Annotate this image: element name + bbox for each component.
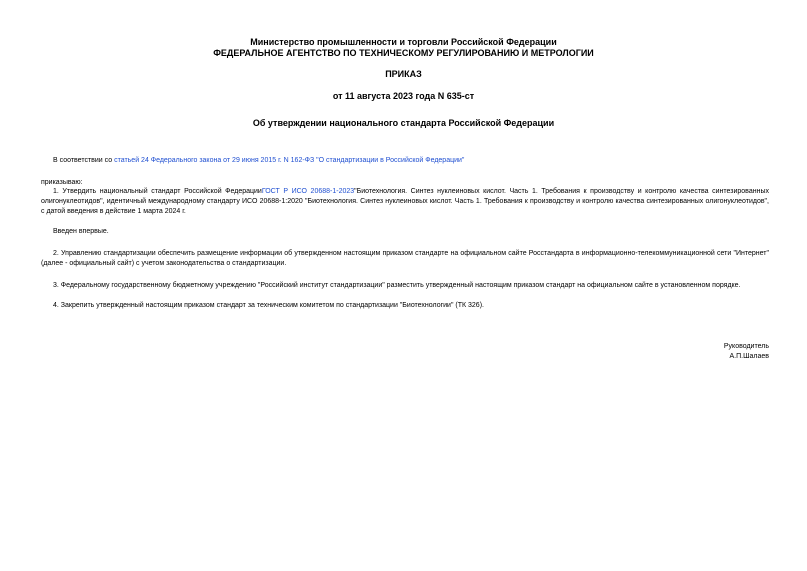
item-2-paragraph: 2. Управлению стандартизации обеспечить размещение информации об утвержденном настоящим приказом стандарте на официальном сайте Росстандарта в информационно-телекоммуникационной сети "Интернет" (далее - официальный сайт) с учетом законодательства о стандартизации. bbox=[41, 250, 769, 267]
gost-standard-link[interactable]: ГОСТ Р ИСО 20688-1-2023 bbox=[261, 188, 355, 195]
document-type: ПРИКАЗ bbox=[385, 69, 422, 79]
intro-paragraph bbox=[41, 156, 769, 166]
item-4-paragraph: 4. Закрепить утвержденный настоящим приказом стандарт за техническим комитетом по стандартизации "Биотехнологии" (ТК 326). bbox=[53, 302, 484, 309]
signature-title: Руководитель bbox=[723, 343, 769, 350]
intro-prefix: В соответствии со bbox=[53, 157, 115, 164]
signature-name: А.П.Шалаев bbox=[729, 353, 769, 360]
prikazyvayu-text: приказываю: bbox=[41, 179, 83, 186]
agency-name: ФЕДЕРАЛЬНОЕ АГЕНТСТВО ПО ТЕХНИЧЕСКОМУ РЕГУЛИРОВАНИЮ И МЕТРОЛОГИИ bbox=[213, 48, 594, 58]
item-1-suffix: "Биотехнология. Синтез нуклеиновых кислот. Часть 1. Требования к производству и контролю качества синтезированных олигонуклеотидов", идентичный международному стандарту ИСО 20688-1:2020 "Биотехнология. Синтез нуклеиновых кислот. Часть 1. Требования к производству и контролю качества синтезированных олигонуклеотидов", с датой введения в действие 1 марта 2024 г. bbox=[41, 188, 769, 215]
introduced-first-note: Введен впервые. bbox=[53, 228, 109, 235]
item-1-prefix: 1. Утвердить национальный стандарт Российской Федерации bbox=[53, 188, 262, 195]
item-3-paragraph: 3. Федеральному государственному бюджетному учреждению "Российский институт стандартизации" разместить утвержденный настоящим приказом стандарт на официальном сайте в установленном порядке. bbox=[53, 282, 741, 289]
document-subject: Об утверждении национального стандарта Российской Федерации bbox=[252, 118, 555, 128]
document-date-number: от 11 августа 2023 года N 635-ст bbox=[332, 91, 475, 101]
federal-law-link[interactable]: статьей 24 Федерального закона от 29 июня 2015 г. N 162-ФЗ "О стандартизации в Российской Федерации" bbox=[114, 157, 465, 164]
item-1-paragraph bbox=[41, 187, 769, 217]
ministry-name: Министерство промышленности и торговли Российской Федерации bbox=[250, 37, 557, 47]
